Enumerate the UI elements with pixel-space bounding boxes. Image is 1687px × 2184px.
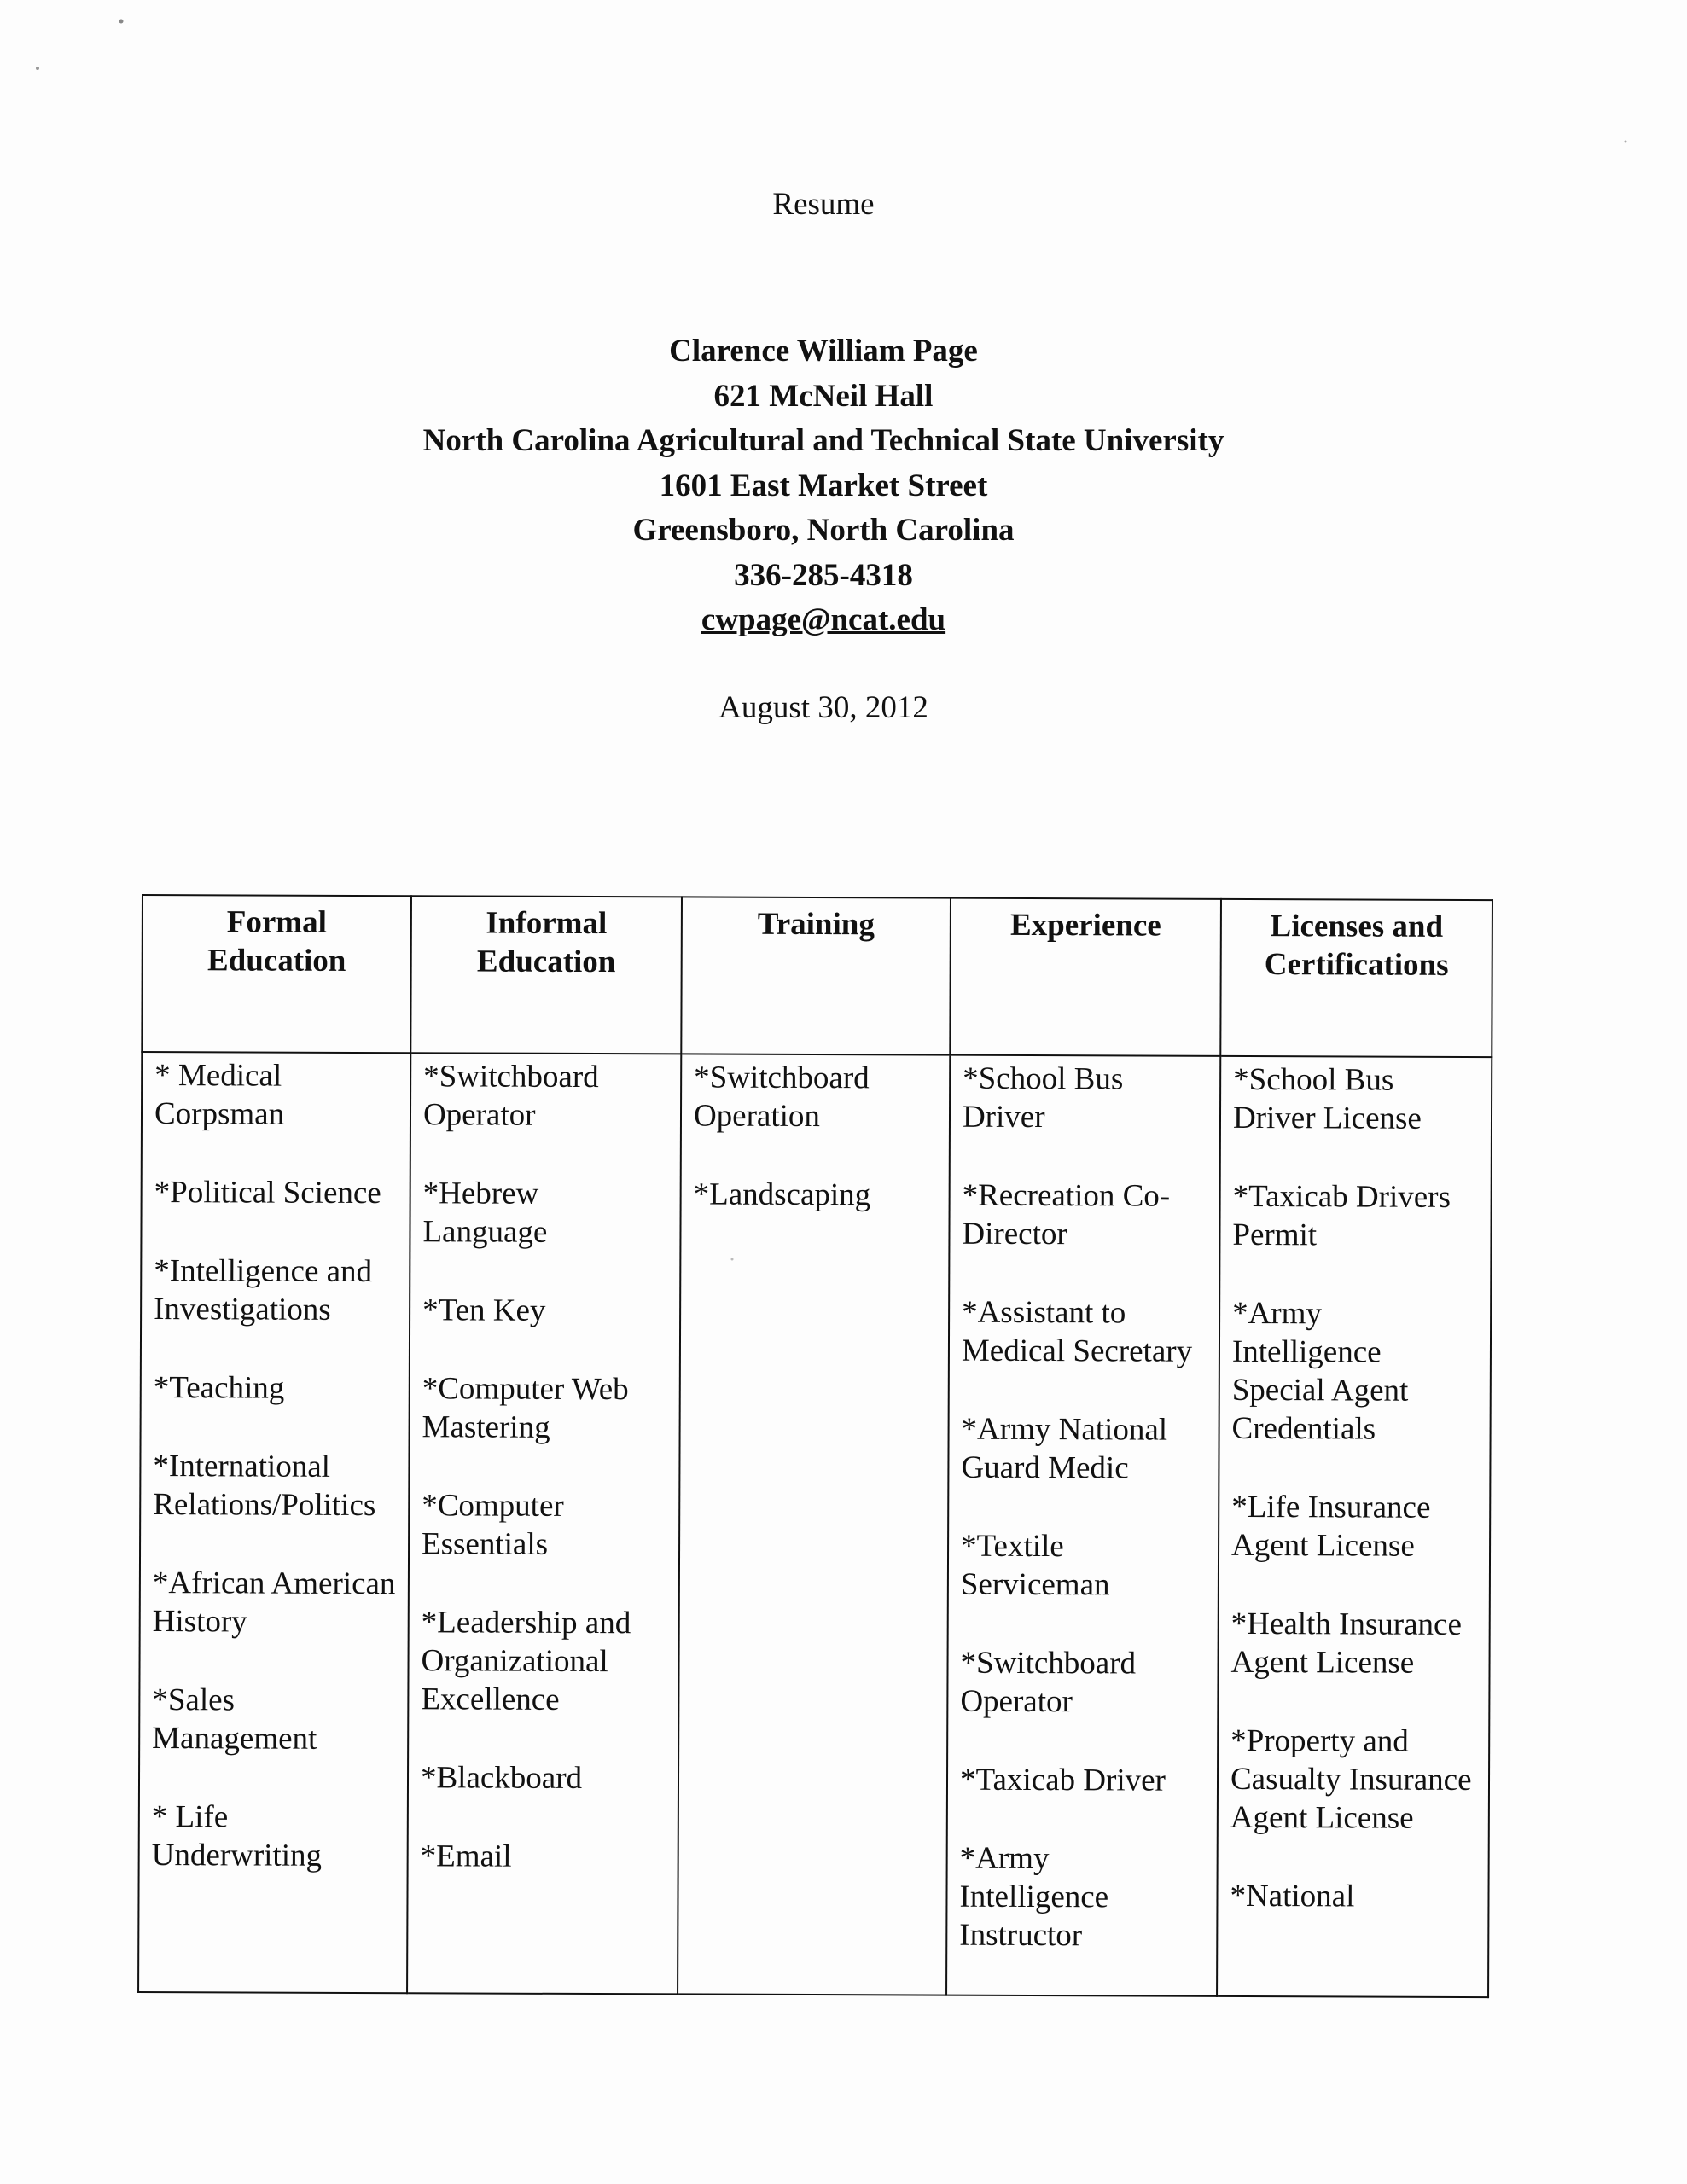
list-item: *School Bus Driver xyxy=(962,1060,1124,1136)
applicant-name: Clarence William Page xyxy=(669,334,978,369)
list-item: *Recreation Co-Director xyxy=(962,1177,1171,1252)
formal-education-cell xyxy=(138,1052,410,1993)
list-item: *Property and Casualty Insurance Agent License xyxy=(1230,1722,1472,1836)
training-list xyxy=(694,1058,938,1214)
city-line: Greensboro, North Carolina xyxy=(632,513,1015,548)
list-item: *Army National Guard Medic xyxy=(961,1411,1168,1486)
list-item: *Assistant to Medical Secretary xyxy=(961,1294,1193,1369)
address-line: 621 McNeil Hall xyxy=(713,378,934,414)
email-link[interactable]: cwpage@ncat.edu xyxy=(701,602,946,637)
list-item: *International Relations/Politics xyxy=(153,1449,376,1524)
column-header-licenses: Licenses and Certifications xyxy=(1220,899,1492,1057)
formal-education-list xyxy=(152,1056,398,1875)
column-header-experience: Experience xyxy=(950,898,1221,1056)
list-item: *Landscaping xyxy=(693,1176,871,1213)
list-item: *Blackboard xyxy=(420,1760,583,1796)
column-header-formal-education: Formal Education xyxy=(142,895,411,1053)
list-item: *School Bus Driver License xyxy=(1232,1061,1422,1136)
list-item: *National xyxy=(1230,1878,1355,1914)
list-item: *Army Intelligence Instructor xyxy=(959,1840,1109,1954)
qualifications-table xyxy=(137,894,1493,1998)
list-item: *Switchboard Operator xyxy=(422,1059,599,1133)
training-cell xyxy=(678,1054,950,1995)
list-item: *Switchboard Operation xyxy=(693,1060,870,1135)
list-item: * Medical Corpsman xyxy=(154,1058,285,1132)
list-item: * Life Underwriting xyxy=(151,1799,323,1873)
institution-line: North Carolina Agricultural and Technical State University xyxy=(422,423,1225,458)
experience-list xyxy=(959,1060,1207,1955)
list-item: *Intelligence and Investigations xyxy=(154,1253,373,1327)
list-item: *Political Science xyxy=(154,1175,381,1211)
column-header-informal-education: Informal Education xyxy=(410,896,682,1054)
licenses-cell xyxy=(1217,1056,1492,1997)
list-item: *Army Intelligence Special Agent Credentials xyxy=(1231,1295,1409,1447)
table-header-row xyxy=(142,895,1492,1057)
list-item: *Ten Key xyxy=(422,1292,546,1328)
list-item: *African American History xyxy=(152,1565,396,1640)
list-item: *Computer Essentials xyxy=(421,1488,564,1562)
scan-speck xyxy=(1625,141,1627,143)
list-item: *Switchboard Operator xyxy=(960,1645,1137,1720)
informal-education-cell xyxy=(407,1053,681,1994)
street-line: 1601 East Market Street xyxy=(659,468,988,503)
informal-education-list xyxy=(421,1057,669,1876)
list-item: *Health Insurance Agent License xyxy=(1230,1606,1462,1681)
list-item: *Hebrew Language xyxy=(422,1176,548,1250)
phone-line: 336-285-4318 xyxy=(734,557,913,593)
list-item: *Textile Serviceman xyxy=(960,1528,1110,1603)
list-item: *Computer Web Mastering xyxy=(422,1371,629,1445)
list-item: *Teaching xyxy=(153,1370,285,1406)
list-item: *Life Insurance Agent License xyxy=(1230,1489,1431,1564)
document-title: Resume xyxy=(772,187,875,222)
document-date: August 30, 2012 xyxy=(718,690,928,725)
scan-speck xyxy=(36,67,39,70)
qualifications-table-wrapper xyxy=(137,894,1492,1998)
experience-cell xyxy=(946,1055,1220,1996)
list-item: *Taxicab Drivers Permit xyxy=(1232,1178,1451,1253)
table-row xyxy=(138,1052,1492,1997)
column-header-training: Training xyxy=(681,897,951,1054)
list-item: *Email xyxy=(420,1838,512,1874)
contact-header xyxy=(0,329,1647,643)
list-item: *Taxicab Driver xyxy=(959,1762,1166,1798)
list-item: *Sales Management xyxy=(152,1682,317,1757)
licenses-list xyxy=(1230,1060,1479,1916)
scan-speck xyxy=(119,20,124,24)
list-item: *Leadership and Organizational Excellence xyxy=(421,1605,631,1717)
